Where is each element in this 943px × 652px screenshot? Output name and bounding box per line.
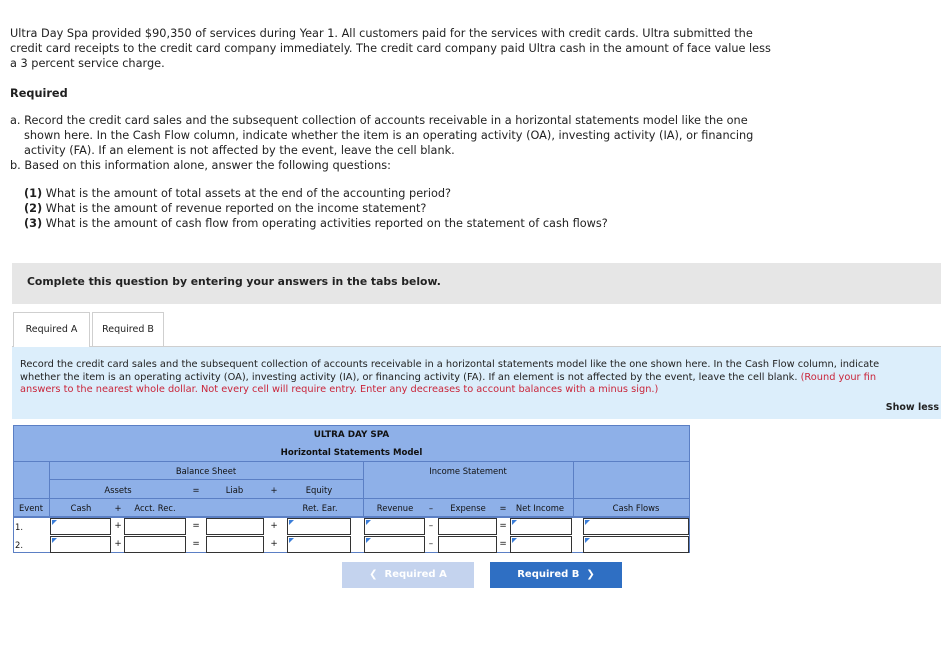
instructions-line-2a: whether the item is an operating activity (OA), investing activity (IA), or financing activity (FA). If an element is not affected by the event, leave the cell blank. [20,371,801,383]
income-statement-header: Income Statement [429,466,507,476]
question-1-number: (1) [24,187,43,200]
ret-ear-field-row-2[interactable] [288,542,350,557]
cash-flows-input-row-2[interactable] [583,536,689,553]
tab-required-b[interactable]: Required B [92,312,164,346]
liab-plus-sign: + [270,485,278,495]
instructions-line-2 [20,372,879,385]
expense-field-row-2[interactable] [439,542,496,557]
next-required-b-button[interactable] [490,562,622,588]
ret-ear-header: Ret. Ear. [302,503,338,513]
acct-rec-field-row-2[interactable] [125,542,185,557]
cash-field-row-2[interactable] [51,542,110,557]
row-1-plus: + [114,521,122,531]
row-2-equals-2: = [499,539,507,549]
row-1-equals-2: = [499,521,507,531]
instructions-line-3: answers to the nearest whole dollar. Not every cell will require entry. Enter any decreases to account balances with a minus sign.) [20,384,659,395]
req-b-text: b. Based on this information alone, answer the following questions: [10,159,391,172]
revenue-field-row-2[interactable] [365,542,424,557]
complete-question-banner [12,263,941,304]
net-income-input-row-2[interactable] [510,536,572,553]
revenue-input-row-1[interactable] [364,518,425,535]
row-1-plus-2: + [270,521,278,531]
chevron-right-icon: ❯ [586,569,595,580]
question-2-number: (2) [24,202,43,215]
net-income-field-row-2[interactable] [511,542,571,557]
question-3 [24,216,608,231]
cash-plus-sign: + [114,503,122,513]
balance-sheet-header: Balance Sheet [175,466,237,476]
event-1-label: 1. [15,522,23,532]
liab-input-row-1[interactable] [206,518,264,535]
instructions-panel [12,346,941,419]
revenue-minus-sign: – [428,503,434,513]
tab-required-a[interactable]: Required A [13,312,90,347]
instructions-round-note: (Round your fin [800,371,877,383]
problem-text-line-3: a 3 percent service charge. [10,57,165,70]
ret-ear-input-row-2[interactable] [287,536,351,553]
row-1-equals: = [192,521,200,531]
row-2-minus: – [428,539,434,549]
question-2-text: What is the amount of revenue reported on the income statement? [42,202,427,215]
liab-field-row-2[interactable] [207,542,263,557]
problem-text-line-1: Ultra Day Spa provided $90,350 of services during Year 1. All customers paid for the services with credit cards. Ultra submitted the [10,27,753,40]
model-title: ULTRA DAY SPA [313,430,390,440]
row-2-equals: = [192,539,200,549]
revenue-input-row-2[interactable] [364,536,425,553]
net-income-header: Net Income [515,503,565,513]
liab-input-row-2[interactable] [206,536,264,553]
instructions-text [20,359,879,397]
req-a-line-2: shown here. In the Cash Flow column, indicate whether the item is an operating activity (OA), investing activity (IA), or financing [24,129,754,142]
row-1-minus: – [428,521,434,531]
cash-header: Cash [70,503,92,513]
prev-required-a-button[interactable] [342,562,474,588]
req-a-line-3: activity (FA). If an element is not affected by the event, leave the cell blank. [24,144,455,157]
question-3-number: (3) [24,217,43,230]
equity-header: Equity [305,485,333,495]
expense-input-row-1[interactable] [438,518,497,535]
cash-flows-header: Cash Flows [612,503,660,513]
acct-rec-input-row-1[interactable] [124,518,186,535]
next-button-label: Required B [517,569,580,580]
prev-button-label: Required A [384,569,447,580]
revenue-header: Revenue [376,503,414,513]
expense-equals-sign: = [499,503,507,513]
assets-equals-sign: = [192,485,200,495]
instructions-line-1: Record the credit card sales and the subsequent collection of accounts receivable in a horizontal statements model like the one shown here. In the Cash Flow column, indicate [20,359,880,370]
question-3-text: What is the amount of cash flow from operating activities reported on the statement of cash flows? [42,217,608,230]
question-1 [24,186,451,201]
expense-input-row-2[interactable] [438,536,497,553]
cash-flows-field-row-2[interactable] [584,542,688,557]
problem-text-line-2: credit card receipts to the credit card company immediately. The credit card company paid Ultra cash in the amount of face value less [10,42,771,55]
expense-header: Expense [450,503,486,513]
row-2-plus-2: + [270,539,278,549]
cash-input-row-2[interactable] [50,536,111,553]
cash-input-row-1[interactable] [50,518,111,535]
ret-ear-input-row-1[interactable] [287,518,351,535]
show-less-link[interactable]: Show less [885,402,939,413]
req-a-line-1: a. Record the credit card sales and the subsequent collection of accounts receivable in a horizontal statements model like the one [10,114,748,127]
event-2-label: 2. [15,540,23,550]
acct-rec-input-row-2[interactable] [124,536,186,553]
liab-header: Liab [225,485,244,495]
banner-text: Complete this question by entering your answers in the tabs below. [27,275,441,288]
event-header: Event [19,503,43,513]
model-subtitle: Horizontal Statements Model [280,448,423,458]
chevron-left-icon: ❮ [369,569,378,580]
cash-flows-input-row-1[interactable] [583,518,689,535]
question-1-text: What is the amount of total assets at the end of the accounting period? [42,187,452,200]
required-heading: Required [10,87,68,100]
assets-header: Assets [104,485,132,495]
row-2-plus: + [114,539,122,549]
acct-rec-header: Acct. Rec. [134,503,176,513]
net-income-input-row-1[interactable] [510,518,572,535]
question-2 [24,201,426,216]
